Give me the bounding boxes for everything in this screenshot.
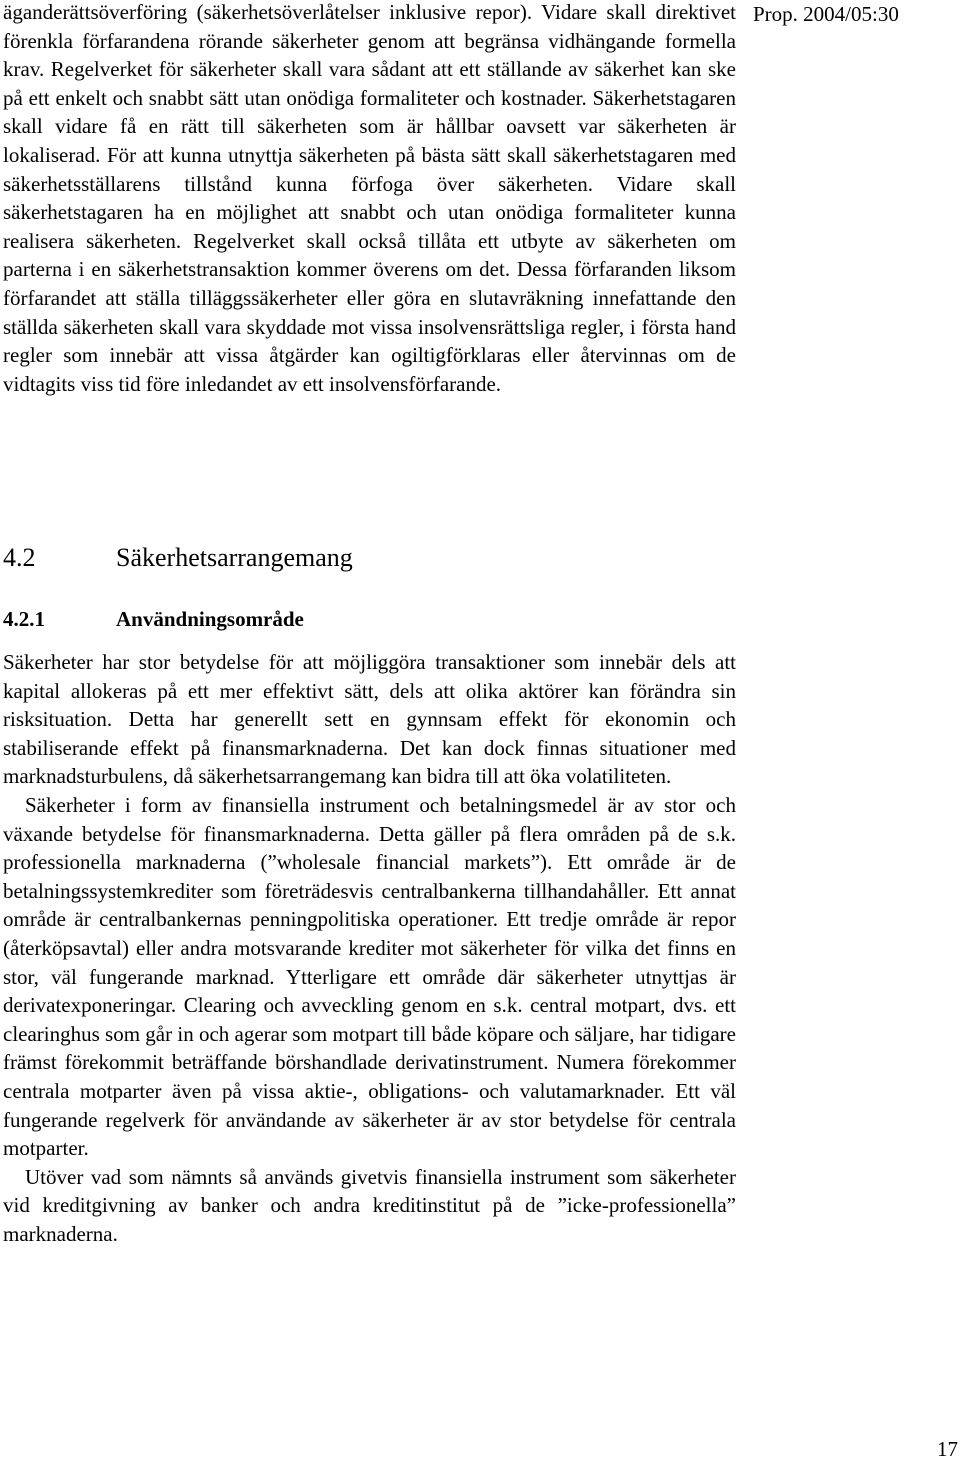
proposition-reference: Prop. 2004/05:30 (753, 2, 899, 26)
subsection-title: Användningsområde (116, 607, 304, 631)
subsection-heading (3, 605, 304, 633)
paragraph: Utöver vad som nämnts så används givetvis finansiella instrument som säkerheter vid kreditgivning av banker och andra kreditinstitut på de ”icke-professionella” marknaderna. (3, 1164, 736, 1246)
paragraph: Säkerheter i form av finansiella instrument och betalningsmedel är av stor och växande betydelse för finansmarknaderna. Detta gäller på flera områden på de s.k. professionella marknaderna (”wholesale financial markets”). Ett område är de betalningssystemkrediter som företrädesvis centralbankerna tillhandahåller. Ett annat område är centralbankernas penningpolitiska operationer. Ett tredje område är repor (återköpsavtal) eller andra motsvarande krediter mot säkerheter för vilka det finns en stor, väl fungerande marknad. Ytterligare ett område där säkerheter utnyttjas är derivatexponeringar. Clearing och avveckling genom en s.k. central motpart, dvs. ett clearinghus som går in och agerar som motpart till både köpare och säljare, har tidigare främst förekommit beträffande börshandlade derivatinstrument. Numera förekommer centrala motparter även på vissa aktie-, obligations- och valutamarknader. Ett väl fungerande regelverk för användande av säkerheter är av stor betydelse för centrala motparter. (3, 792, 736, 1161)
section-number: 4.2 (3, 543, 36, 572)
section-heading (3, 542, 353, 574)
section-body (3, 648, 736, 1248)
subsection-number: 4.2.1 (3, 607, 45, 631)
page-number: 17 (937, 1437, 958, 1461)
paragraph: Säkerheter har stor betydelse för att möjliggöra transaktioner som innebär dels att kapital allokeras på ett mer effektivt sätt, dels att olika aktörer kan förändra sin risksituation. Detta har generellt sett en gynnsam effekt för ekonomin och stabiliserande effekt på finansmarknaderna. Det kan dock finnas situationer med marknadsturbulens, då säkerhetsarrangemang kan bidra till att öka volatiliteten. (3, 650, 736, 789)
section-title: Säkerhetsarrangemang (116, 543, 353, 572)
continued-paragraph: äganderättsöverföring (säkerhetsöverlåtelser inklusive repor). Vidare skall direktivet förenkla förfarandena rörande säkerheter genom att begränsa vidhängande formella krav. Regelverket för säkerheter skall vara sådant att ett ställande av säkerhet kan ske på ett enkelt och snabbt sätt utan onödiga formaliteter och kostnader. Säkerhetstagaren skall vidare få en rätt till säkerheten som är hållbar oavsett var säkerheten är lokaliserad. För att kunna utnyttja säkerheten på bästa sätt skall säkerhetstagaren med säkerhetsställarens tillstånd kunna förfoga över säkerheten. Vidare skall säkerhetstagaren ha en möjlighet att snabbt och utan onödiga formaliteter kunna realisera säkerheten. Regelverket skall också tillåta ett utbyte av säkerheten om parterna i en säkerhetstransaktion kommer överens om det. Dessa förfaranden liksom förfarandet att ställa tilläggssäkerheter eller göra en slutavräkning innefattande den ställda säkerheten skall vara skyddade mot vissa insolvensrättsliga regler, i första hand regler som innebär att vissa åtgärder kan ogiltigförklaras eller återvinnas om de vidtagits viss tid före inledandet av ett insolvensförfarande. (3, 0, 736, 396)
continued-text-block (3, 0, 736, 398)
